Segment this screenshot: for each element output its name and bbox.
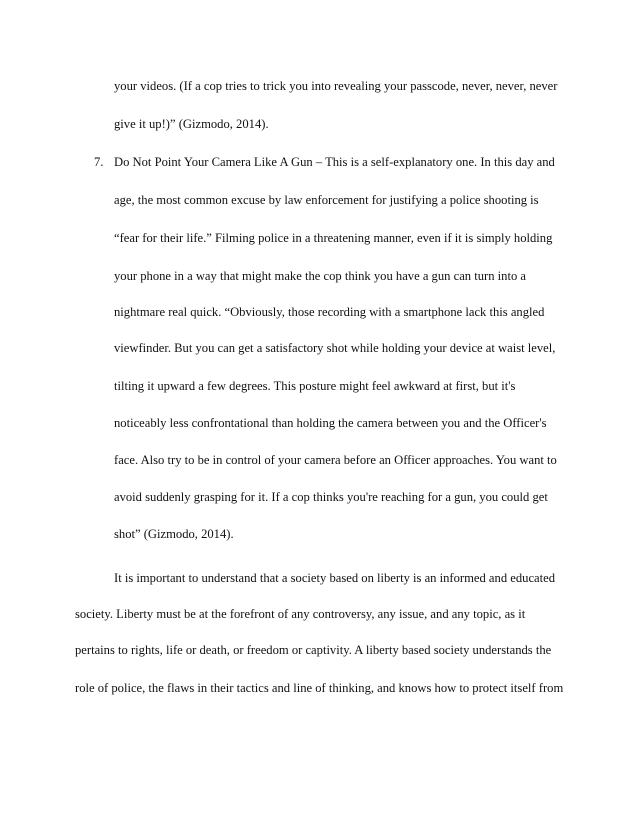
list-item-line: shot” (Gizmodo, 2014). xyxy=(114,527,234,541)
paragraph-line: role of police, the flaws in their tactics and line of thinking, and knows how to protect itself from xyxy=(75,681,564,695)
list-item-line: viewfinder. But you can get a satisfactory shot while holding your device at waist level, xyxy=(114,341,556,355)
text-line: your videos. (If a cop tries to trick you into revealing your passcode, never, never, never xyxy=(114,79,558,93)
list-item-line: age, the most common excuse by law enforcement for justifying a police shooting is xyxy=(114,193,539,207)
list-item-line: tilting it upward a few degrees. This posture might feel awkward at first, but it's xyxy=(114,379,516,393)
list-item-line: your phone in a way that might make the cop think you have a gun can turn into a xyxy=(114,269,526,283)
list-number: 7. xyxy=(94,155,104,169)
list-item-line: avoid suddenly grasping for it. If a cop thinks you're reaching for a gun, you could get xyxy=(114,490,548,504)
paragraph-line: pertains to rights, life or death, or freedom or captivity. A liberty based society understands the xyxy=(75,643,552,657)
list-item-line: face. Also try to be in control of your camera before an Officer approaches. You want to xyxy=(114,453,557,467)
list-item-line: nightmare real quick. “Obviously, those recording with a smartphone lack this angled xyxy=(114,305,545,319)
text-line: give it up!)” (Gizmodo, 2014). xyxy=(114,117,269,131)
list-item-line: “fear for their life.” Filming police in a threatening manner, even if it is simply holding xyxy=(114,231,553,245)
paragraph-first-line: It is important to understand that a society based on liberty is an informed and educated xyxy=(114,571,556,585)
list-item-line: Do Not Point Your Camera Like A Gun – This is a self-explanatory one. In this day and xyxy=(114,155,555,169)
paragraph-line: society. Liberty must be at the forefront of any controversy, any issue, and any topic, as it xyxy=(75,607,526,621)
list-item-line: noticeably less confrontational than holding the camera between you and the Officer's xyxy=(114,416,547,430)
